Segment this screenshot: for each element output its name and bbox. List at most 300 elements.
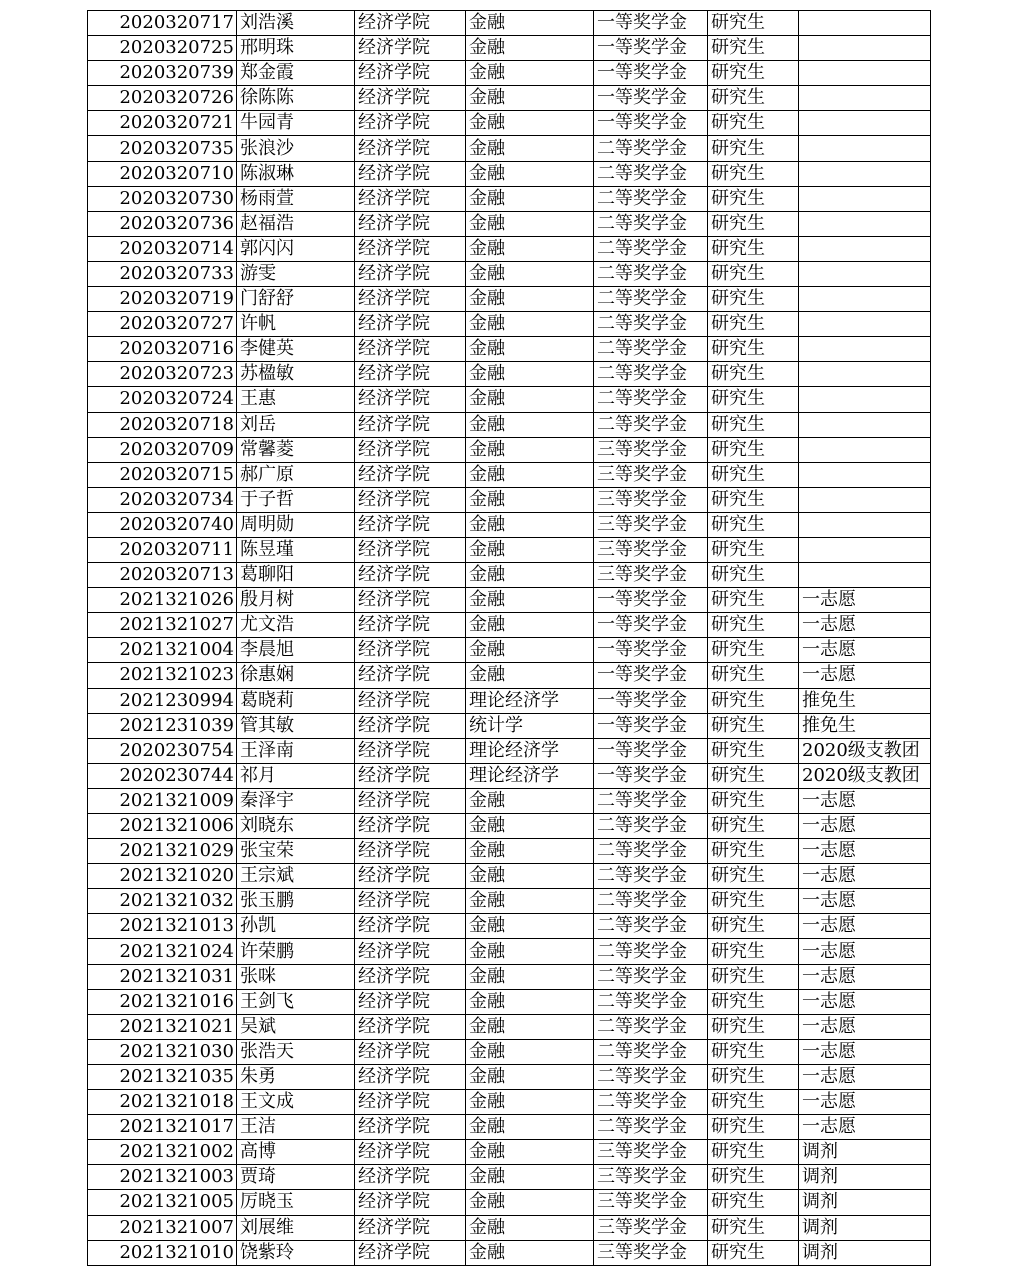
college-cell: 经济学院	[355, 287, 466, 312]
note-cell: 调剂	[799, 1215, 931, 1240]
degree-level-cell: 研究生	[708, 563, 799, 588]
note-cell	[799, 36, 931, 61]
college-cell: 经济学院	[355, 889, 466, 914]
note-cell: 一志愿	[799, 939, 931, 964]
note-cell: 一志愿	[799, 663, 931, 688]
degree-level-cell: 研究生	[708, 362, 799, 387]
table-row	[88, 11, 931, 36]
student-id-cell: 2020320714	[88, 236, 237, 261]
college-cell: 经济学院	[355, 337, 466, 362]
table-row	[88, 1064, 931, 1089]
major-cell: 金融	[466, 287, 594, 312]
award-cell: 一等奖学金	[594, 588, 708, 613]
college-cell: 经济学院	[355, 11, 466, 36]
student-id-cell: 2021321035	[88, 1064, 237, 1089]
table-row	[88, 261, 931, 286]
table-row	[88, 1115, 931, 1140]
award-cell: 二等奖学金	[594, 839, 708, 864]
table-row	[88, 738, 931, 763]
award-cell: 一等奖学金	[594, 713, 708, 738]
student-id-cell: 2021321021	[88, 1014, 237, 1039]
note-cell: 一志愿	[799, 1014, 931, 1039]
student-id-cell: 2021231039	[88, 713, 237, 738]
table-row	[88, 964, 931, 989]
degree-level-cell: 研究生	[708, 186, 799, 211]
degree-level-cell: 研究生	[708, 1090, 799, 1115]
major-cell: 金融	[466, 487, 594, 512]
major-cell: 金融	[466, 864, 594, 889]
student-name-cell: 张宝荣	[237, 839, 355, 864]
student-id-cell: 2021321018	[88, 1090, 237, 1115]
major-cell: 理论经济学	[466, 738, 594, 763]
note-cell: 一志愿	[799, 638, 931, 663]
student-id-cell: 2020320726	[88, 86, 237, 111]
table-row	[88, 1039, 931, 1064]
college-cell: 经济学院	[355, 738, 466, 763]
college-cell: 经济学院	[355, 136, 466, 161]
college-cell: 经济学院	[355, 663, 466, 688]
award-cell: 二等奖学金	[594, 889, 708, 914]
student-id-cell: 2020320715	[88, 462, 237, 487]
degree-level-cell: 研究生	[708, 1014, 799, 1039]
student-id-cell: 2021321027	[88, 613, 237, 638]
note-cell: 一志愿	[799, 1064, 931, 1089]
student-name-cell: 管其敏	[237, 713, 355, 738]
award-cell: 三等奖学金	[594, 487, 708, 512]
student-name-cell: 李健英	[237, 337, 355, 362]
award-cell: 二等奖学金	[594, 312, 708, 337]
degree-level-cell: 研究生	[708, 964, 799, 989]
note-cell	[799, 136, 931, 161]
college-cell: 经济学院	[355, 864, 466, 889]
note-cell	[799, 11, 931, 36]
table-row	[88, 211, 931, 236]
major-cell: 金融	[466, 312, 594, 337]
student-name-cell: 祁月	[237, 763, 355, 788]
note-cell	[799, 387, 931, 412]
award-cell: 一等奖学金	[594, 86, 708, 111]
degree-level-cell: 研究生	[708, 763, 799, 788]
college-cell: 经济学院	[355, 1215, 466, 1240]
college-cell: 经济学院	[355, 1039, 466, 1064]
student-id-cell: 2020320721	[88, 111, 237, 136]
student-id-cell: 2021321004	[88, 638, 237, 663]
table-row	[88, 412, 931, 437]
degree-level-cell: 研究生	[708, 939, 799, 964]
note-cell	[799, 111, 931, 136]
degree-level-cell: 研究生	[708, 738, 799, 763]
table-row	[88, 161, 931, 186]
college-cell: 经济学院	[355, 839, 466, 864]
student-name-cell: 王宗斌	[237, 864, 355, 889]
college-cell: 经济学院	[355, 914, 466, 939]
student-name-cell: 郑金霞	[237, 61, 355, 86]
scholarship-table	[87, 10, 931, 1266]
degree-level-cell: 研究生	[708, 161, 799, 186]
major-cell: 金融	[466, 412, 594, 437]
student-name-cell: 饶紫玲	[237, 1240, 355, 1265]
degree-level-cell: 研究生	[708, 638, 799, 663]
degree-level-cell: 研究生	[708, 1215, 799, 1240]
table-row	[88, 437, 931, 462]
table-row	[88, 236, 931, 261]
student-id-cell: 2020320710	[88, 161, 237, 186]
table-row	[88, 337, 931, 362]
award-cell: 一等奖学金	[594, 738, 708, 763]
student-id-cell: 2021321009	[88, 788, 237, 813]
degree-level-cell: 研究生	[708, 1039, 799, 1064]
degree-level-cell: 研究生	[708, 86, 799, 111]
student-name-cell: 殷月树	[237, 588, 355, 613]
student-name-cell: 秦泽宇	[237, 788, 355, 813]
award-cell: 二等奖学金	[594, 236, 708, 261]
note-cell	[799, 261, 931, 286]
table-row	[88, 839, 931, 864]
college-cell: 经济学院	[355, 1165, 466, 1190]
table-row	[88, 61, 931, 86]
college-cell: 经济学院	[355, 588, 466, 613]
student-id-cell: 2020320716	[88, 337, 237, 362]
college-cell: 经济学院	[355, 512, 466, 537]
award-cell: 一等奖学金	[594, 36, 708, 61]
award-cell: 二等奖学金	[594, 989, 708, 1014]
degree-level-cell: 研究生	[708, 713, 799, 738]
major-cell: 金融	[466, 437, 594, 462]
award-cell: 二等奖学金	[594, 1064, 708, 1089]
degree-level-cell: 研究生	[708, 1115, 799, 1140]
college-cell: 经济学院	[355, 939, 466, 964]
student-id-cell: 2021321010	[88, 1240, 237, 1265]
college-cell: 经济学院	[355, 763, 466, 788]
degree-level-cell: 研究生	[708, 36, 799, 61]
award-cell: 三等奖学金	[594, 1240, 708, 1265]
student-id-cell: 2020320730	[88, 186, 237, 211]
table-row	[88, 312, 931, 337]
award-cell: 三等奖学金	[594, 563, 708, 588]
degree-level-cell: 研究生	[708, 914, 799, 939]
degree-level-cell: 研究生	[708, 387, 799, 412]
major-cell: 金融	[466, 814, 594, 839]
student-id-cell: 2020320735	[88, 136, 237, 161]
student-id-cell: 2021321002	[88, 1140, 237, 1165]
student-name-cell: 许荣鹏	[237, 939, 355, 964]
note-cell: 一志愿	[799, 613, 931, 638]
award-cell: 二等奖学金	[594, 814, 708, 839]
major-cell: 金融	[466, 111, 594, 136]
student-name-cell: 刘晓东	[237, 814, 355, 839]
award-cell: 二等奖学金	[594, 161, 708, 186]
major-cell: 统计学	[466, 713, 594, 738]
major-cell: 金融	[466, 964, 594, 989]
major-cell: 金融	[466, 1064, 594, 1089]
degree-level-cell: 研究生	[708, 287, 799, 312]
award-cell: 二等奖学金	[594, 914, 708, 939]
award-cell: 二等奖学金	[594, 788, 708, 813]
award-cell: 二等奖学金	[594, 261, 708, 286]
award-cell: 一等奖学金	[594, 763, 708, 788]
student-id-cell: 2020230744	[88, 763, 237, 788]
student-id-cell: 2020320717	[88, 11, 237, 36]
college-cell: 经济学院	[355, 261, 466, 286]
table-row	[88, 1190, 931, 1215]
degree-level-cell: 研究生	[708, 487, 799, 512]
student-id-cell: 2021321030	[88, 1039, 237, 1064]
table-row	[88, 1014, 931, 1039]
table-row	[88, 462, 931, 487]
table-row	[88, 688, 931, 713]
award-cell: 一等奖学金	[594, 111, 708, 136]
degree-level-cell: 研究生	[708, 1240, 799, 1265]
college-cell: 经济学院	[355, 964, 466, 989]
student-name-cell: 于子哲	[237, 487, 355, 512]
note-cell: 推免生	[799, 713, 931, 738]
college-cell: 经济学院	[355, 111, 466, 136]
note-cell	[799, 211, 931, 236]
college-cell: 经济学院	[355, 688, 466, 713]
student-name-cell: 王文成	[237, 1090, 355, 1115]
student-id-cell: 2020230754	[88, 738, 237, 763]
student-id-cell: 2021321003	[88, 1165, 237, 1190]
table-row	[88, 1165, 931, 1190]
note-cell: 推免生	[799, 688, 931, 713]
note-cell	[799, 563, 931, 588]
student-name-cell: 王剑飞	[237, 989, 355, 1014]
table-row	[88, 939, 931, 964]
student-id-cell: 2021321024	[88, 939, 237, 964]
note-cell	[799, 412, 931, 437]
award-cell: 二等奖学金	[594, 337, 708, 362]
award-cell: 二等奖学金	[594, 412, 708, 437]
note-cell: 一志愿	[799, 814, 931, 839]
degree-level-cell: 研究生	[708, 136, 799, 161]
award-cell: 一等奖学金	[594, 688, 708, 713]
major-cell: 金融	[466, 86, 594, 111]
degree-level-cell: 研究生	[708, 462, 799, 487]
degree-level-cell: 研究生	[708, 814, 799, 839]
major-cell: 金融	[466, 989, 594, 1014]
note-cell: 一志愿	[799, 889, 931, 914]
note-cell: 调剂	[799, 1240, 931, 1265]
major-cell: 金融	[466, 1215, 594, 1240]
table-row	[88, 1140, 931, 1165]
major-cell: 金融	[466, 362, 594, 387]
table-row	[88, 537, 931, 562]
major-cell: 金融	[466, 663, 594, 688]
student-name-cell: 葛晓莉	[237, 688, 355, 713]
major-cell: 金融	[466, 588, 594, 613]
major-cell: 金融	[466, 136, 594, 161]
major-cell: 金融	[466, 914, 594, 939]
student-name-cell: 周明勋	[237, 512, 355, 537]
major-cell: 金融	[466, 1039, 594, 1064]
award-cell: 二等奖学金	[594, 211, 708, 236]
degree-level-cell: 研究生	[708, 1064, 799, 1089]
student-id-cell: 2020320736	[88, 211, 237, 236]
degree-level-cell: 研究生	[708, 211, 799, 236]
award-cell: 二等奖学金	[594, 362, 708, 387]
major-cell: 金融	[466, 563, 594, 588]
major-cell: 金融	[466, 337, 594, 362]
note-cell	[799, 287, 931, 312]
note-cell	[799, 61, 931, 86]
college-cell: 经济学院	[355, 814, 466, 839]
college-cell: 经济学院	[355, 86, 466, 111]
table-row	[88, 86, 931, 111]
table-row	[88, 788, 931, 813]
student-name-cell: 朱勇	[237, 1064, 355, 1089]
table-row	[88, 763, 931, 788]
student-name-cell: 刘岳	[237, 412, 355, 437]
major-cell: 金融	[466, 1190, 594, 1215]
major-cell: 金融	[466, 939, 594, 964]
major-cell: 金融	[466, 613, 594, 638]
degree-level-cell: 研究生	[708, 588, 799, 613]
college-cell: 经济学院	[355, 161, 466, 186]
college-cell: 经济学院	[355, 1090, 466, 1115]
major-cell: 金融	[466, 1090, 594, 1115]
degree-level-cell: 研究生	[708, 1165, 799, 1190]
major-cell: 金融	[466, 36, 594, 61]
college-cell: 经济学院	[355, 613, 466, 638]
degree-level-cell: 研究生	[708, 337, 799, 362]
note-cell	[799, 537, 931, 562]
student-name-cell: 王泽南	[237, 738, 355, 763]
college-cell: 经济学院	[355, 1190, 466, 1215]
table-row	[88, 814, 931, 839]
note-cell: 2020级支教团	[799, 763, 931, 788]
student-id-cell: 2020320713	[88, 563, 237, 588]
note-cell	[799, 186, 931, 211]
student-name-cell: 厉晓玉	[237, 1190, 355, 1215]
table-row	[88, 663, 931, 688]
student-name-cell: 徐陈陈	[237, 86, 355, 111]
student-id-cell: 2020320718	[88, 412, 237, 437]
student-id-cell: 2021321016	[88, 989, 237, 1014]
note-cell	[799, 337, 931, 362]
student-name-cell: 陈昱瑾	[237, 537, 355, 562]
student-id-cell: 2021321023	[88, 663, 237, 688]
award-cell: 一等奖学金	[594, 61, 708, 86]
major-cell: 金融	[466, 638, 594, 663]
college-cell: 经济学院	[355, 186, 466, 211]
table-row	[88, 588, 931, 613]
award-cell: 二等奖学金	[594, 939, 708, 964]
note-cell: 一志愿	[799, 989, 931, 1014]
college-cell: 经济学院	[355, 788, 466, 813]
student-name-cell: 张浪沙	[237, 136, 355, 161]
degree-level-cell: 研究生	[708, 412, 799, 437]
note-cell: 一志愿	[799, 914, 931, 939]
student-name-cell: 刘展维	[237, 1215, 355, 1240]
major-cell: 金融	[466, 1140, 594, 1165]
student-name-cell: 贾琦	[237, 1165, 355, 1190]
college-cell: 经济学院	[355, 462, 466, 487]
award-cell: 一等奖学金	[594, 11, 708, 36]
note-cell: 调剂	[799, 1140, 931, 1165]
degree-level-cell: 研究生	[708, 111, 799, 136]
student-name-cell: 张浩天	[237, 1039, 355, 1064]
student-id-cell: 2020320723	[88, 362, 237, 387]
college-cell: 经济学院	[355, 362, 466, 387]
award-cell: 三等奖学金	[594, 1215, 708, 1240]
award-cell: 二等奖学金	[594, 287, 708, 312]
note-cell: 调剂	[799, 1190, 931, 1215]
college-cell: 经济学院	[355, 236, 466, 261]
student-name-cell: 徐惠娴	[237, 663, 355, 688]
college-cell: 经济学院	[355, 1115, 466, 1140]
major-cell: 金融	[466, 537, 594, 562]
award-cell: 二等奖学金	[594, 1014, 708, 1039]
table-row	[88, 989, 931, 1014]
note-cell: 一志愿	[799, 964, 931, 989]
note-cell	[799, 487, 931, 512]
note-cell: 一志愿	[799, 864, 931, 889]
student-name-cell: 葛聊阳	[237, 563, 355, 588]
award-cell: 二等奖学金	[594, 964, 708, 989]
student-name-cell: 杨雨萱	[237, 186, 355, 211]
student-id-cell: 2021321029	[88, 839, 237, 864]
degree-level-cell: 研究生	[708, 663, 799, 688]
student-id-cell: 2020320733	[88, 261, 237, 286]
student-id-cell: 2020320727	[88, 312, 237, 337]
major-cell: 金融	[466, 261, 594, 286]
award-cell: 三等奖学金	[594, 1190, 708, 1215]
note-cell	[799, 512, 931, 537]
student-name-cell: 高博	[237, 1140, 355, 1165]
degree-level-cell: 研究生	[708, 11, 799, 36]
student-id-cell: 2020320734	[88, 487, 237, 512]
student-name-cell: 许帆	[237, 312, 355, 337]
student-id-cell: 2020320719	[88, 287, 237, 312]
degree-level-cell: 研究生	[708, 989, 799, 1014]
college-cell: 经济学院	[355, 1240, 466, 1265]
student-name-cell: 赵福浩	[237, 211, 355, 236]
note-cell	[799, 312, 931, 337]
table-row	[88, 1240, 931, 1265]
student-name-cell: 孙凯	[237, 914, 355, 939]
note-cell: 一志愿	[799, 1090, 931, 1115]
note-cell: 一志愿	[799, 839, 931, 864]
award-cell: 二等奖学金	[594, 387, 708, 412]
major-cell: 金融	[466, 387, 594, 412]
award-cell: 二等奖学金	[594, 1039, 708, 1064]
major-cell: 金融	[466, 462, 594, 487]
table-body	[88, 11, 931, 1266]
award-cell: 三等奖学金	[594, 537, 708, 562]
degree-level-cell: 研究生	[708, 1190, 799, 1215]
table-row	[88, 1090, 931, 1115]
table-row	[88, 186, 931, 211]
degree-level-cell: 研究生	[708, 1140, 799, 1165]
student-id-cell: 2021321006	[88, 814, 237, 839]
student-id-cell: 2021321007	[88, 1215, 237, 1240]
degree-level-cell: 研究生	[708, 512, 799, 537]
table-row	[88, 136, 931, 161]
table-row	[88, 638, 931, 663]
degree-level-cell: 研究生	[708, 839, 799, 864]
major-cell: 金融	[466, 161, 594, 186]
college-cell: 经济学院	[355, 36, 466, 61]
award-cell: 一等奖学金	[594, 638, 708, 663]
college-cell: 经济学院	[355, 211, 466, 236]
degree-level-cell: 研究生	[708, 312, 799, 337]
student-name-cell: 门舒舒	[237, 287, 355, 312]
degree-level-cell: 研究生	[708, 688, 799, 713]
table-row	[88, 287, 931, 312]
table-row	[88, 889, 931, 914]
table-row	[88, 563, 931, 588]
table-row	[88, 111, 931, 136]
